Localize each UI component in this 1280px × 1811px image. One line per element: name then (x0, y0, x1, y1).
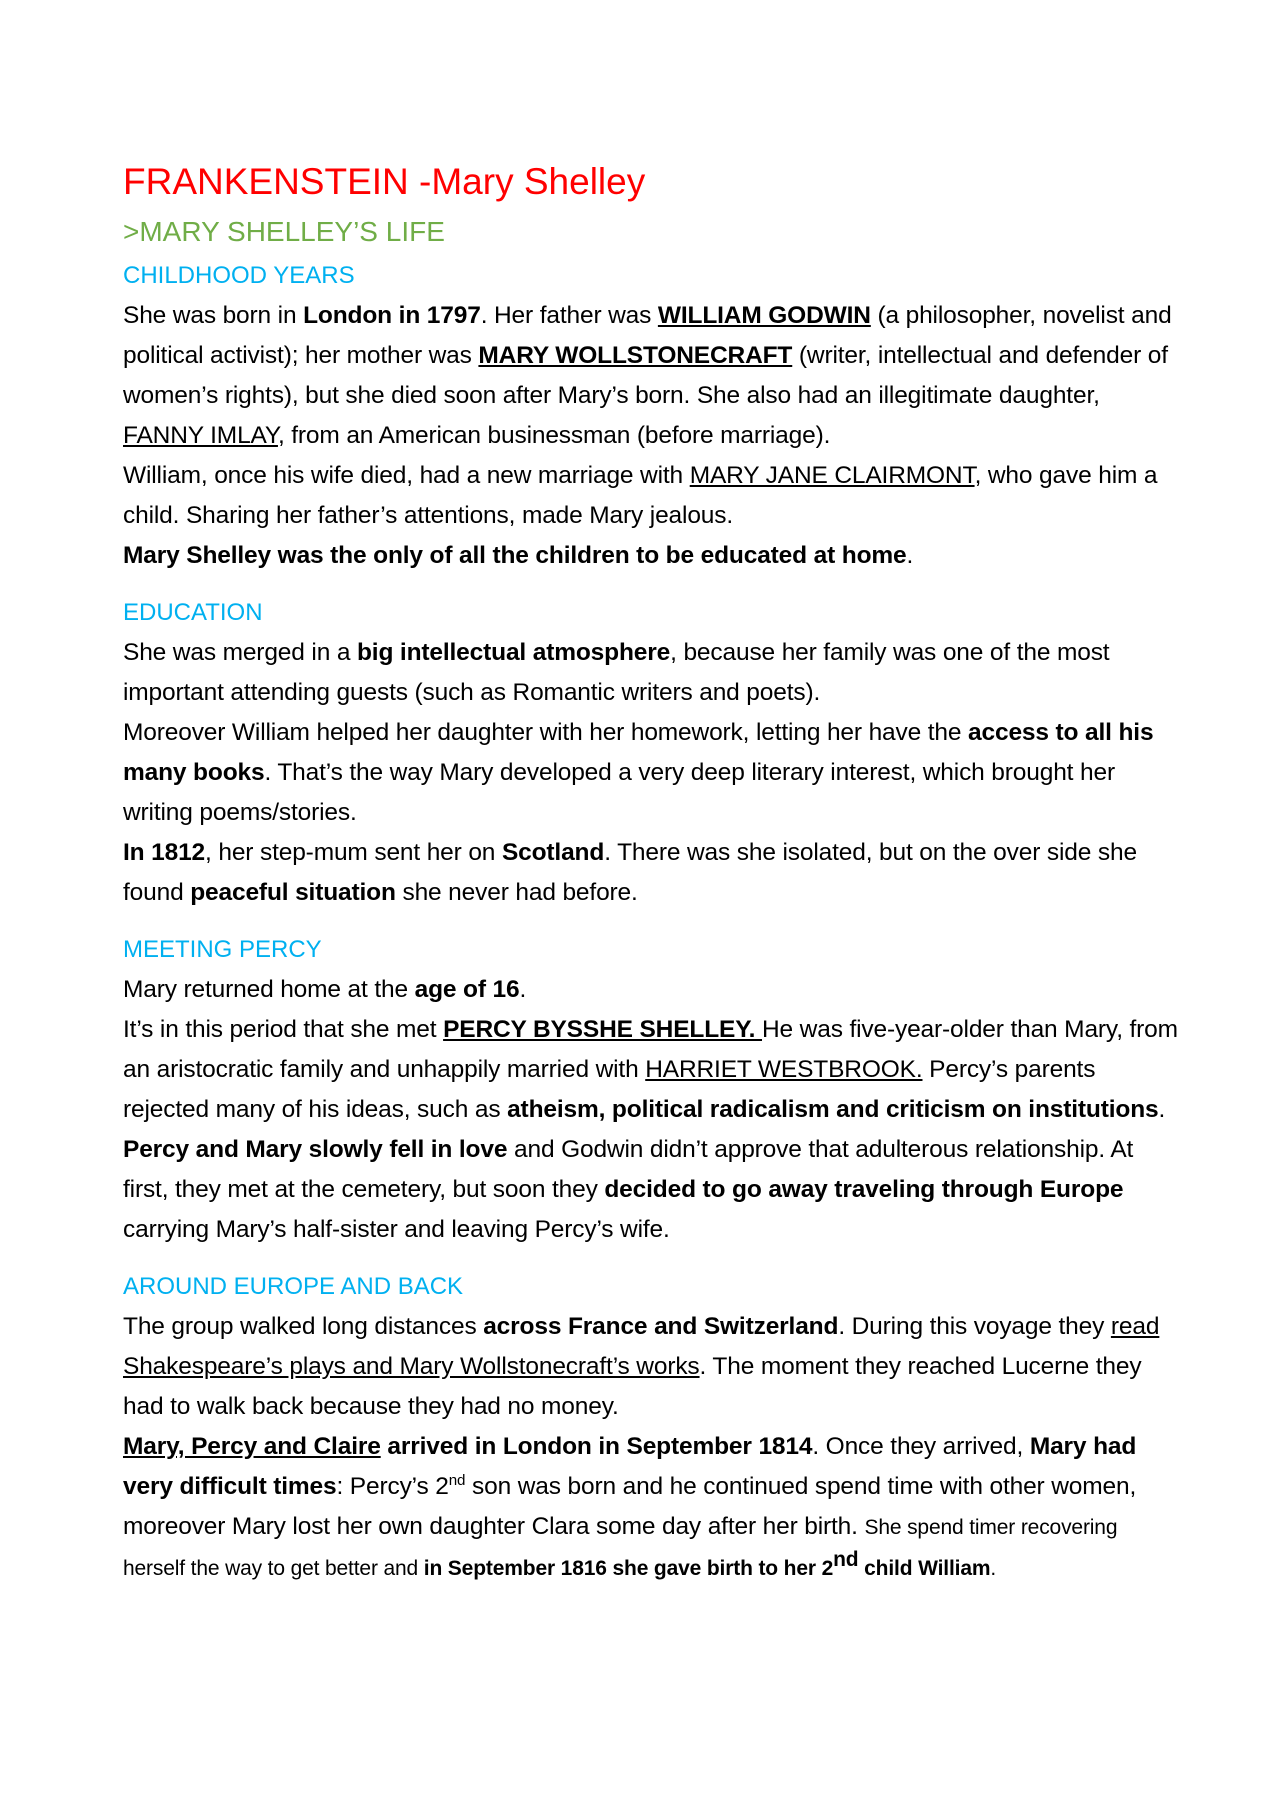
text-run: peaceful situation (190, 879, 396, 906)
section-education (123, 593, 1183, 913)
paragraph (123, 536, 1183, 576)
text-run: . The moment they reached Lucerne they had to walk back because they had no money. (123, 1353, 1142, 1420)
text-run: She spend timer recovering herself the way to get better and (123, 1516, 1118, 1580)
text-run: nd (448, 1471, 466, 1489)
text-run: . Once they arrived, (812, 1433, 1030, 1460)
text-run: It’s in this period that she met (123, 1016, 444, 1043)
document-subtitle: >MARY SHELLEY’S LIFE (123, 216, 445, 247)
text-run: access to all his many books (123, 719, 1154, 786)
text-run: , her step-mum sent her on (205, 839, 502, 866)
text-run: Mary, Percy and Claire (123, 1433, 381, 1460)
text-run: , from an American businessman (before marriage). (277, 422, 831, 449)
text-run: in September 1816 she gave birth to her 2 (423, 1557, 834, 1580)
text-run: decided to go away traveling through Europe (604, 1176, 1124, 1203)
text-run: nd (833, 1547, 859, 1571)
paragraph (123, 1010, 1183, 1130)
section-around-europe-and-back (123, 1267, 1183, 1589)
sections-container (123, 256, 1183, 1589)
section-heading: MEETING PERCY (123, 936, 322, 963)
paragraph (123, 296, 1183, 456)
paragraph (123, 1427, 1183, 1589)
text-run: MARY WOLLSTONECRAFT (478, 342, 793, 369)
text-run: and Godwin didn’t approve that adulterous relationship. At first, they met at the cemetery, but soon they (123, 1136, 1134, 1203)
text-run: . (519, 976, 527, 1003)
paragraph (123, 1307, 1183, 1427)
paragraph (123, 970, 1183, 1010)
paragraph (123, 713, 1183, 833)
text-run: (writer, intellectual and defender of women’s rights), but she died soon after Mary’s born. She also had an illegitimate daughter, (123, 342, 1168, 409)
text-run: Scotland (501, 839, 605, 866)
paragraph (123, 633, 1183, 713)
paragraph (123, 456, 1183, 536)
text-run: Percy and Mary slowly fell in love (123, 1136, 508, 1163)
text-run: she never had before. (395, 879, 638, 906)
text-run: . Her father was (480, 302, 658, 329)
text-run: . (990, 1557, 997, 1580)
text-run: HARRIET WESTBROOK. (645, 1056, 923, 1083)
text-run: Mary returned home at the (123, 976, 415, 1003)
text-run: son was born and he continued spend time with other women, moreover Mary lost her own daughter Clara some day after her birth. (123, 1473, 1137, 1540)
text-run: William, once his wife died, had a new marriage with (123, 462, 690, 489)
section-heading: EDUCATION (123, 599, 263, 626)
text-run: Percy’s parents rejected many of his ideas, such as (123, 1056, 1096, 1123)
text-run: WILLIAM GODWIN (657, 302, 871, 329)
text-run: carrying Mary’s half-sister and leaving Percy’s wife. (123, 1216, 670, 1243)
document-title: FRANKENSTEIN -Mary Shelley (123, 161, 646, 202)
text-run: , who gave him a child. Sharing her father’s attentions, made Mary jealous. (123, 462, 1158, 529)
text-run: arrived in London in September 1814 (380, 1433, 813, 1460)
section-heading: AROUND EUROPE AND BACK (123, 1273, 464, 1300)
text-run: age of 16 (414, 976, 520, 1003)
text-run: atheism, political radicalism and criticism on institutions (507, 1096, 1159, 1123)
text-run: . (1158, 1096, 1166, 1123)
section-meeting-percy (123, 930, 1183, 1250)
text-run: He was five-year-older than Mary, from an aristocratic family and unhappily married with (123, 1016, 1178, 1083)
text-run: . During this voyage they (838, 1313, 1111, 1340)
text-run: . (906, 542, 914, 569)
text-run: She was born in (123, 302, 304, 329)
text-run: big intellectual atmosphere (356, 639, 671, 666)
text-run: FANNY IMLAY (123, 422, 278, 449)
text-run: MARY JANE CLAIRMONT (689, 462, 975, 489)
section-childhood-years (123, 256, 1183, 576)
document-page (123, 156, 1183, 1606)
text-run: Moreover William helped her daughter with her homework, letting her have the (123, 719, 969, 746)
text-run: across France and Switzerland (483, 1313, 839, 1340)
paragraph (123, 1130, 1183, 1250)
text-run: She was merged in a (123, 639, 357, 666)
text-run: Mary Shelley was the only of all the children to be educated at home (123, 542, 907, 569)
text-run: (a philosopher, novelist and political activist); her mother was (123, 302, 1172, 369)
paragraph (123, 833, 1183, 913)
text-run: In 1812 (123, 839, 206, 866)
text-run: London in 1797 (303, 302, 481, 329)
section-heading: CHILDHOOD YEARS (123, 262, 355, 289)
text-run: : Percy’s 2 (336, 1473, 449, 1500)
text-run: PERCY BYSSHE SHELLEY. (443, 1016, 762, 1043)
text-run: read Shakespeare’s plays and Mary Wollstonecraft’s works (123, 1313, 1160, 1380)
text-run: . There was she isolated, but on the over side she found (123, 839, 1137, 906)
text-run: The group walked long distances (123, 1313, 484, 1340)
text-run: Mary had very difficult times (123, 1433, 1137, 1500)
text-run: . That’s the way Mary developed a very deep literary interest, which brought her writing poems/stories. (123, 759, 1115, 826)
text-run: , because her family was one of the most important attending guests (such as Romantic writers and poets). (123, 639, 1110, 706)
text-run: child William (858, 1557, 991, 1580)
